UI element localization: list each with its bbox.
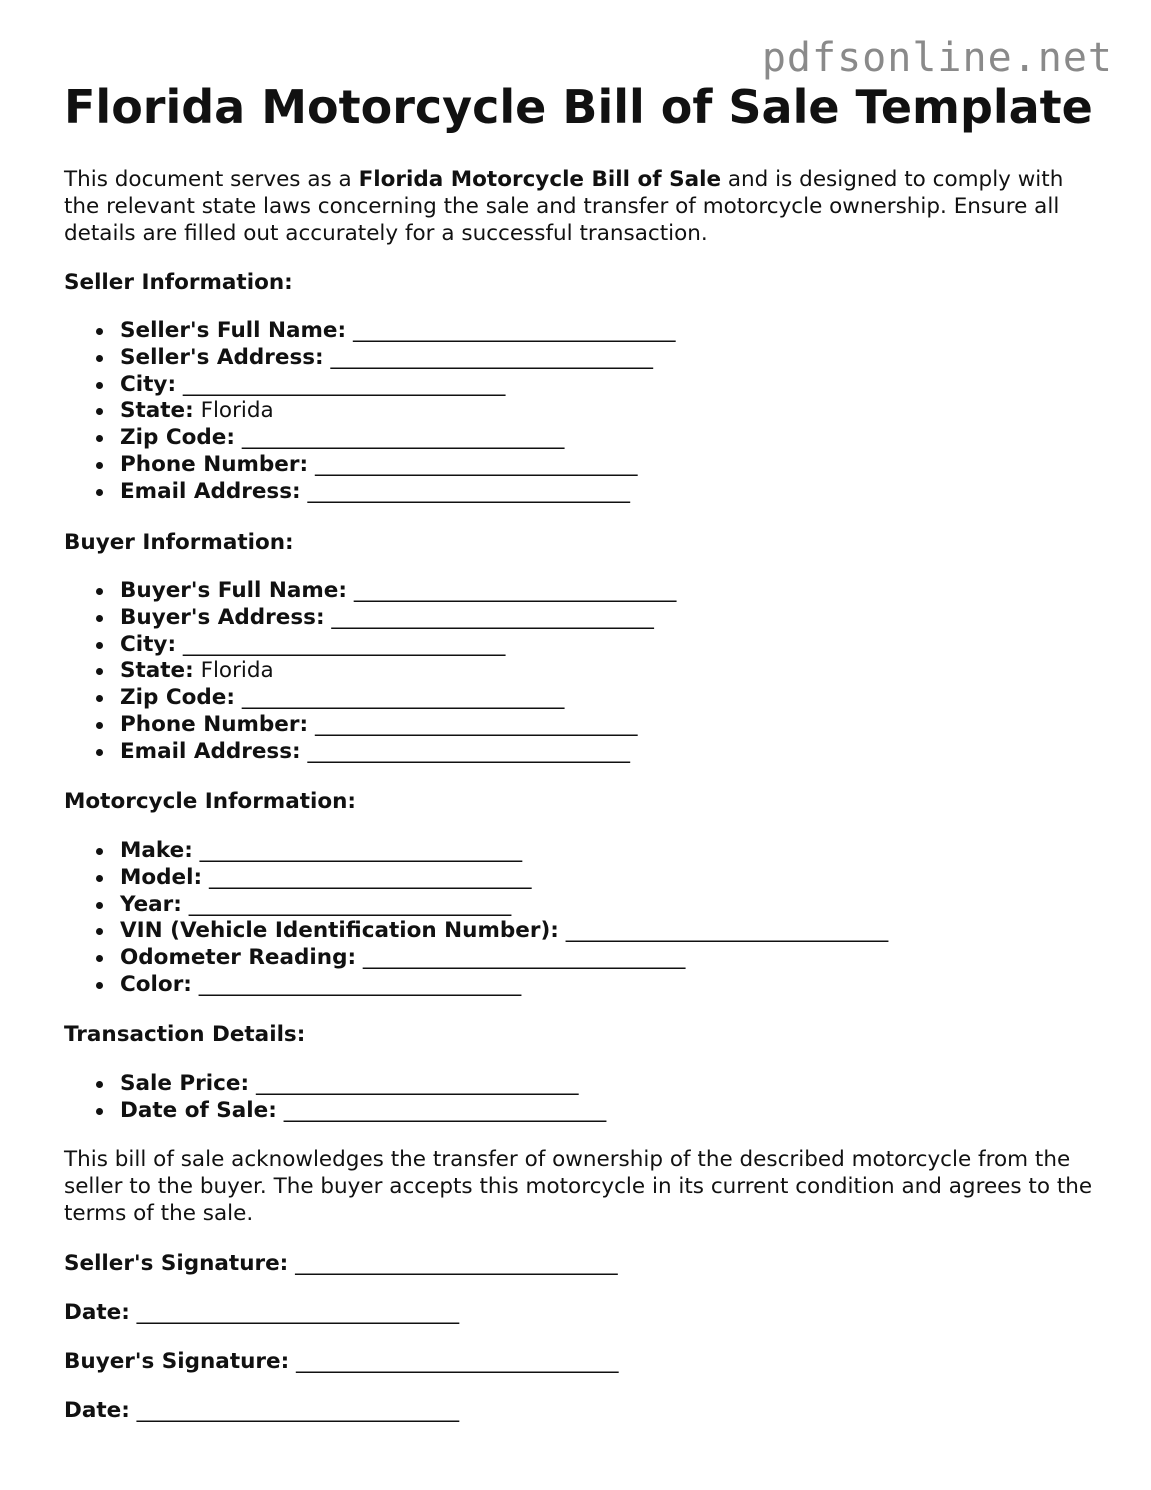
intro-emphasis: Florida Motorcycle Bill of Sale [358,167,722,192]
field-value[interactable]: ______________________________ [182,371,506,397]
signature-blank[interactable]: ______________________________ [296,1349,619,1374]
intro-paragraph [64,166,1094,247]
motorcycle-section-heading: Motorcycle Information: [64,789,357,814]
field-value[interactable]: ______________________________ [188,891,512,917]
field-label: Sale Price: [120,1071,250,1096]
field-value: Florida [200,398,274,424]
field-label: Phone Number: [120,451,309,477]
field-value[interactable]: ______________________________ [307,478,630,504]
seller-signature-line[interactable] [64,1250,618,1277]
signature-label: Seller's Signature: [64,1251,289,1276]
seller-address-field[interactable] [120,345,675,372]
motorcycle-model-field[interactable] [120,865,888,892]
buyer-signature-line[interactable] [64,1348,619,1375]
field-label: Zip Code: [120,685,235,711]
sale-price-field[interactable] [120,1071,606,1098]
motorcycle-color-field[interactable] [120,972,888,999]
field-value[interactable]: ______________________________ [331,604,654,630]
transaction-section-heading: Transaction Details: [64,1022,306,1047]
field-value[interactable]: ______________________________ [208,864,532,890]
seller-state-field [120,398,675,425]
closing-paragraph: This bill of sale acknowledges the transfer of ownership of the described motorcycle from the seller to the buyer. The buyer accepts this motorcycle in its current condition and agrees to the terms of the sale. [64,1147,1093,1226]
field-label: Seller's Full Name: [120,318,347,343]
intro-text-start: This document serves as a [64,167,359,192]
seller-city-field[interactable] [120,372,675,399]
signature-label: Buyer's Signature: [64,1349,290,1374]
seller-field-list [64,318,675,506]
field-label: Make: [120,838,193,863]
field-label: Email Address: [120,478,301,504]
buyer-state-field [120,658,676,685]
field-value[interactable]: ______________________________ [314,451,638,477]
intro-text-end: and is designed to comply with the relevant state laws concerning the sale and transfer of motorcycle ownership. Ensure all details are filled out accurately for a successful transaction. [64,167,1064,246]
field-value[interactable]: ______________________________ [330,344,653,370]
field-label: Odometer Reading: [120,945,357,971]
field-label: Zip Code: [120,425,235,451]
seller-full-name-field[interactable] [120,318,675,345]
date-of-sale-field[interactable] [120,1098,606,1125]
buyer-zip-field[interactable] [120,685,676,712]
buyer-date-line[interactable] [64,1397,459,1424]
field-value[interactable]: ______________________________ [314,711,638,737]
field-label: Buyer's Full Name: [120,578,347,603]
buyer-section-heading: Buyer Information: [64,530,294,555]
watermark: pdfsonline.net [761,35,1113,81]
field-label: Year: [120,891,182,917]
seller-section-heading: Seller Information: [64,270,293,295]
field-value[interactable]: ______________________________ [198,971,522,997]
field-value[interactable]: ______________________________ [307,738,630,764]
buyer-phone-field[interactable] [120,712,676,739]
date-blank[interactable]: ______________________________ [136,1398,460,1423]
motorcycle-vin-field[interactable] [120,918,888,945]
field-value[interactable]: ______________________________ [199,838,523,863]
buyer-full-name-field[interactable] [120,578,676,605]
field-label: Email Address: [120,738,301,764]
field-label: Model: [120,864,203,890]
field-value[interactable]: ______________________________ [352,318,676,343]
date-label: Date: [64,1300,130,1325]
buyer-city-field[interactable] [120,632,676,659]
field-label: VIN (Vehicle Identification Number): [120,918,559,944]
motorcycle-make-field[interactable] [120,838,888,865]
buyer-address-field[interactable] [120,605,676,632]
field-label: Date of Sale: [120,1097,277,1123]
field-label: State: [120,398,194,424]
field-value[interactable]: ______________________________ [241,685,565,711]
field-value[interactable]: ______________________________ [362,945,686,971]
field-label: Color: [120,971,192,997]
transaction-field-list [64,1071,606,1125]
seller-email-field[interactable] [120,479,675,506]
buyer-field-list [64,578,676,766]
document-title: Florida Motorcycle Bill of Sale Template [64,80,1093,134]
field-label: State: [120,658,194,684]
date-label: Date: [64,1398,130,1423]
buyer-email-field[interactable] [120,739,676,766]
field-value[interactable]: ______________________________ [353,578,677,603]
field-label: Phone Number: [120,711,309,737]
field-value[interactable]: ______________________________ [182,631,506,657]
field-value[interactable]: ______________________________ [255,1071,579,1096]
motorcycle-odometer-field[interactable] [120,945,888,972]
date-blank[interactable]: ______________________________ [136,1300,460,1325]
seller-date-line[interactable] [64,1299,459,1326]
field-value[interactable]: ______________________________ [565,918,889,944]
field-label: City: [120,631,177,657]
field-label: City: [120,371,177,397]
motorcycle-year-field[interactable] [120,892,888,919]
field-value: Florida [200,658,274,684]
signature-blank[interactable]: ______________________________ [295,1251,618,1276]
field-label: Buyer's Address: [120,604,325,630]
field-label: Seller's Address: [120,344,324,370]
field-value[interactable]: ______________________________ [241,425,565,451]
field-value[interactable]: ______________________________ [283,1097,607,1123]
motorcycle-field-list [64,838,888,999]
seller-phone-field[interactable] [120,452,675,479]
seller-zip-field[interactable] [120,425,675,452]
